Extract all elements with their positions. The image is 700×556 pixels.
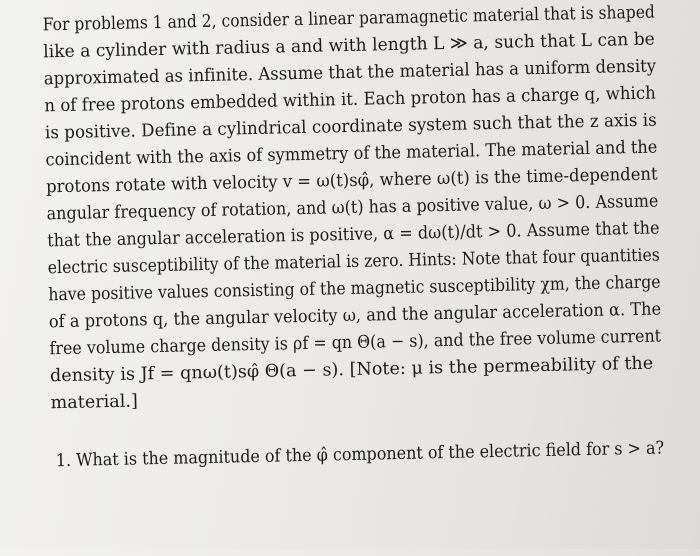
paragraph-line: is positive. Define a cylindrical coordinate system such that the z axis is (44, 110, 657, 144)
paragraph-line: electric susceptibility of the material is zero. Hints: Note that four quantities (47, 245, 660, 279)
paragraph-line: n of free protons embedded within it. Each proton has a charge q, which (44, 83, 656, 117)
paragraph-line: like a cylinder with radius a and with length L ≫ a, such that L can be (43, 29, 656, 63)
paragraph-line: have positive values consisting of the magnetic susceptibility χm, the charge (48, 272, 661, 306)
paragraph-line: that the angular acceleration is positive, α = dω(t)/dt > 0. Assume that the (47, 218, 660, 252)
paragraph-line: protons rotate with velocity v = ω(t)sφ̂, where ω(t) is the time-dependent (45, 164, 658, 198)
paragraph-line: For problems 1 and 2, consider a linear paramagnetic material that is shaped (42, 2, 656, 36)
paragraph-line: material.] (50, 391, 139, 414)
paragraph-line: free volume charge density is ρf = qn Θ(a − s), and the free volume current (49, 326, 662, 360)
paragraph-line: coincident with the axis of symmetry of the material. The material and the (45, 137, 658, 171)
paragraph-line: angular frequency of rotation, and ω(t) has a positive value, ω > 0. Assume (46, 191, 659, 225)
paragraph-line: density is Jf = qnω(t)sφ̂ Θ(a − s). [Note: μ is the permeability of the (49, 353, 654, 387)
paragraph-line: approximated as infinite. Assume that the material has a uniform density (43, 56, 657, 90)
paragraph-line: of a protons q, the angular velocity ω, and the angular acceleration α. The (48, 299, 662, 333)
question-1: 1. What is the magnitude of the φ̂ component of the electric field for s > a? (55, 438, 665, 472)
